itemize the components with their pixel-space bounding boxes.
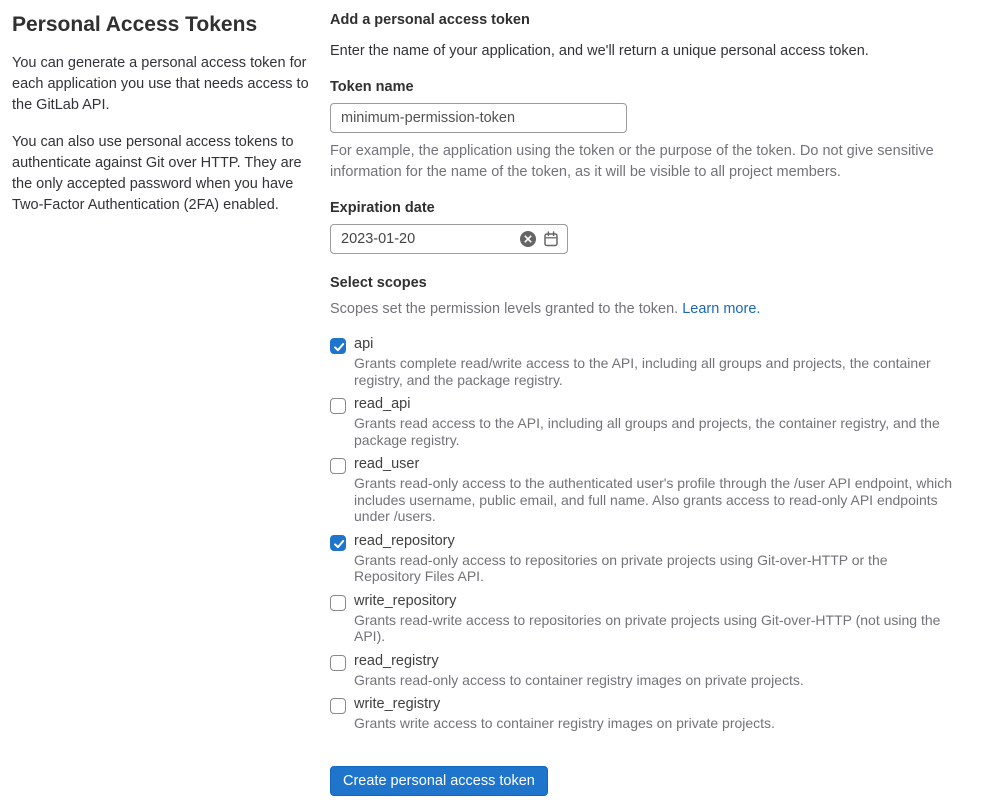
create-token-button[interactable]: Create personal access token	[330, 766, 548, 796]
expiration-date-label: Expiration date	[330, 200, 435, 216]
scope-body	[354, 336, 963, 388]
description-column	[12, 12, 330, 796]
scope-label[interactable]: read_repository	[354, 532, 455, 549]
token-form	[330, 12, 963, 796]
scope-label[interactable]: write_registry	[354, 696, 441, 712]
scope-body	[354, 696, 963, 732]
scope-checkbox-api[interactable]	[330, 338, 346, 354]
clear-date-icon[interactable]	[519, 230, 537, 248]
scope-label[interactable]: api	[354, 336, 374, 352]
scope-body	[354, 396, 963, 448]
scope-description: Grants read-write access to repositories on private projects using Git-over-HTTP (not using the API).	[354, 611, 941, 644]
token-name-input[interactable]	[330, 103, 627, 133]
scope-description: Grants read access to the API, including all groups and projects, the container registry, and the package registry.	[354, 415, 940, 448]
scope-checkbox-write-registry[interactable]	[330, 698, 346, 714]
scope-row	[330, 456, 963, 525]
token-name-label: Token name	[330, 79, 414, 95]
scope-checkbox-read-registry[interactable]	[330, 655, 346, 671]
scope-row	[330, 653, 963, 689]
scope-body	[354, 456, 963, 525]
scope-checkbox-read-repository[interactable]	[330, 535, 346, 551]
intro-paragraph-2: You can also use personal access tokens to authenticate against Git over HTTP. They are the only accepted password when you have Two-Factor Authentication (2FA) enabled.	[12, 134, 302, 214]
expiration-date-field[interactable]	[330, 224, 568, 254]
page-title: Personal Access Tokens	[12, 13, 258, 36]
scope-row	[330, 593, 963, 645]
scope-row	[330, 696, 963, 732]
scope-label[interactable]: read_registry	[354, 652, 439, 669]
scope-checkbox-write-repository[interactable]	[330, 595, 346, 611]
scope-body	[354, 593, 963, 645]
scope-description: Grants complete read/write access to the API, including all groups and projects, the container registry, and the package registry.	[354, 355, 931, 388]
token-name-help: For example, the application using the token or the purpose of the token. Do not give sensitive information for the name of the token, as it will be visible to all project members.	[330, 143, 934, 180]
form-subtitle: Enter the name of your application, and we'll return a unique personal access token.	[330, 43, 869, 59]
scopes-list	[330, 336, 963, 732]
scope-description: Grants read-only access to the authenticated user's profile through the /user API endpoint, which includes username, public email, and full name. Also grants access to read-only API endpoints under /users.	[354, 475, 953, 524]
scope-description: Grants read-only access to repositories on private projects using Git-over-HTTP or the Repository Files API.	[354, 551, 888, 584]
scope-label[interactable]: write_repository	[354, 592, 457, 609]
expiration-date-input[interactable]	[331, 227, 519, 251]
form-title: Add a personal access token	[330, 12, 530, 28]
select-scopes-label: Select scopes	[330, 275, 427, 291]
scope-checkbox-read-api[interactable]	[330, 398, 346, 414]
scopes-help	[330, 299, 963, 320]
scope-label[interactable]: read_api	[354, 396, 411, 412]
scope-description: Grants read-only access to container registry images on private projects.	[354, 671, 804, 688]
scope-body	[354, 533, 963, 585]
calendar-icon[interactable]	[542, 230, 560, 248]
scopes-help-text: Scopes set the permission levels granted to the token.	[330, 301, 683, 317]
scope-body	[354, 653, 963, 689]
scope-row	[330, 533, 963, 585]
scope-checkbox-read-user[interactable]	[330, 458, 346, 474]
scope-description: Grants write access to container registry images on private projects.	[354, 715, 775, 731]
intro-paragraph-1: You can generate a personal access token for each application you use that needs access to the GitLab API.	[12, 55, 309, 114]
scope-row	[330, 396, 963, 448]
scope-label[interactable]: read_user	[354, 456, 420, 472]
scope-row	[330, 336, 963, 388]
learn-more-link[interactable]: Learn more.	[682, 301, 761, 317]
